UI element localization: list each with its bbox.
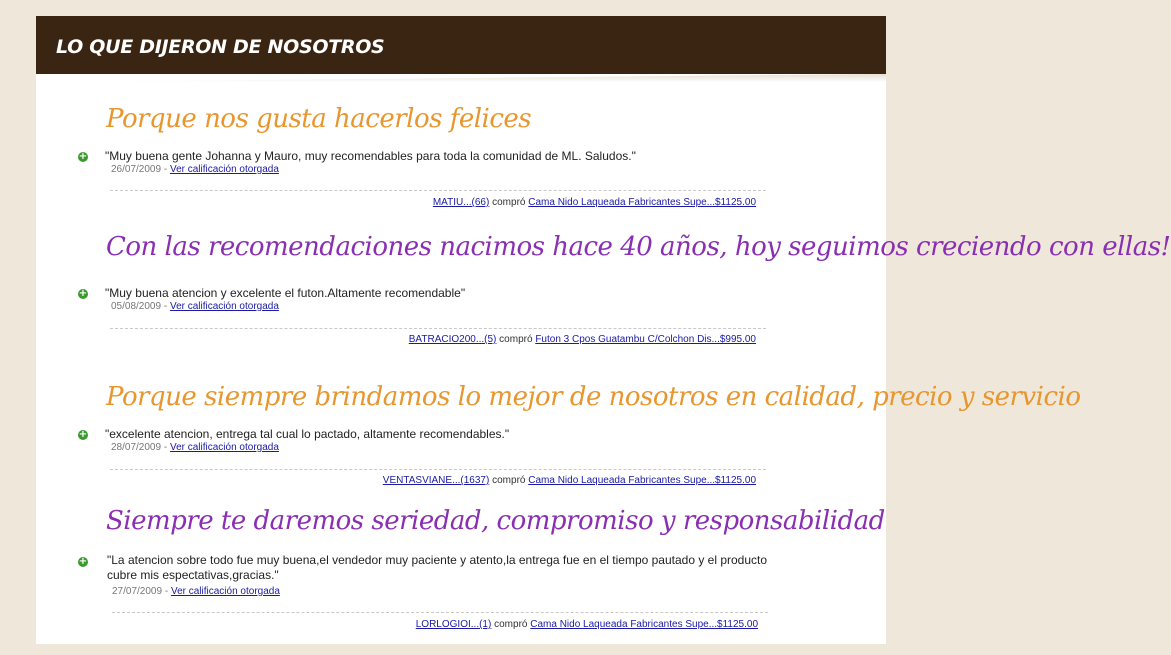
review-divider (110, 469, 766, 470)
review-comment: "Muy buena atencion y excelente el futon.Altamente recomendable" (105, 286, 466, 300)
plus-circle-icon[interactable]: + (78, 288, 88, 299)
product-link[interactable]: Cama Nido Laqueada Fabricantes Supe...$1125.00 (530, 619, 758, 630)
section-header (36, 16, 886, 74)
review-slogan: Siempre te daremos seriedad, compromiso y responsabilidad (106, 506, 885, 536)
bought-text: compró (494, 619, 528, 630)
purchase-info (433, 197, 756, 208)
plus-circle-icon[interactable]: + (78, 556, 88, 567)
review-meta: 28/07/2009 - Ver calificación otorgada (111, 442, 279, 453)
review-slogan: Porque siempre brindamos lo mejor de nosotros en calidad, precio y servicio (106, 382, 1081, 412)
plus-circle-icon[interactable]: + (78, 429, 88, 440)
review-date: 27/07/2009 (112, 586, 163, 597)
rating-link[interactable]: Ver calificación otorgada (169, 164, 279, 175)
buyer-link[interactable]: VENTASVIANE...(1637) (382, 475, 490, 486)
review-meta: 26/07/2009 - Ver calificación otorgada (111, 164, 279, 175)
bought-text: compró (492, 197, 526, 208)
purchase-info (383, 475, 756, 486)
review-divider (110, 328, 766, 329)
product-link[interactable]: Cama Nido Laqueada Fabricantes Supe...$1125.00 (528, 197, 756, 208)
review-date: 26/07/2009 (111, 164, 162, 175)
buyer-link[interactable]: MATIU...(66) (432, 197, 490, 208)
rating-link[interactable]: Ver calificación otorgada (169, 301, 279, 312)
rating-link[interactable]: Ver calificación otorgada (170, 586, 280, 597)
purchase-info (416, 619, 758, 630)
review-divider (110, 190, 766, 191)
product-link[interactable]: Futon 3 Cpos Guatambu C/Colchon Dis...$995.00 (535, 334, 756, 345)
rating-link[interactable]: Ver calificación otorgada (169, 442, 279, 453)
review-comment: "Muy buena gente Johanna y Mauro, muy recomendables para toda la comunidad de ML. Saludos." (105, 149, 636, 163)
review-date: 28/07/2009 (111, 442, 162, 453)
bought-text: compró (492, 475, 526, 486)
buyer-link[interactable]: BATRACIO200...(5) (408, 334, 497, 345)
plus-circle-icon[interactable]: + (78, 151, 88, 162)
section-title: LO QUE DIJERON DE NOSOTROS (56, 36, 385, 58)
review-meta: 05/08/2009 - Ver calificación otorgada (111, 301, 279, 312)
review-meta: 27/07/2009 - Ver calificación otorgada (112, 586, 280, 597)
product-link[interactable]: Cama Nido Laqueada Fabricantes Supe...$1125.00 (528, 475, 756, 486)
review-comment: "La atencion sobre todo fue muy buena,el vendedor muy paciente y atento,la entrega fue en el tiempo pautado y el producto cubre mis espectativas,gracias." (107, 553, 768, 582)
review-slogan: Porque nos gusta hacerlos felices (106, 104, 532, 134)
review-divider (112, 612, 768, 613)
header-swoosh-decoration (48, 74, 886, 82)
review-date: 05/08/2009 (111, 301, 162, 312)
buyer-link[interactable]: LORLOGIOI...(1) (415, 619, 492, 630)
testimonials-panel (36, 16, 1171, 644)
review-comment: "excelente atencion, entrega tal cual lo pactado, altamente recomendables." (105, 427, 510, 441)
review-slogan: Con las recomendaciones nacimos hace 40 años, hoy seguimos creciendo con ellas! (106, 232, 1171, 262)
bought-text: compró (499, 334, 533, 345)
purchase-info (409, 334, 756, 345)
